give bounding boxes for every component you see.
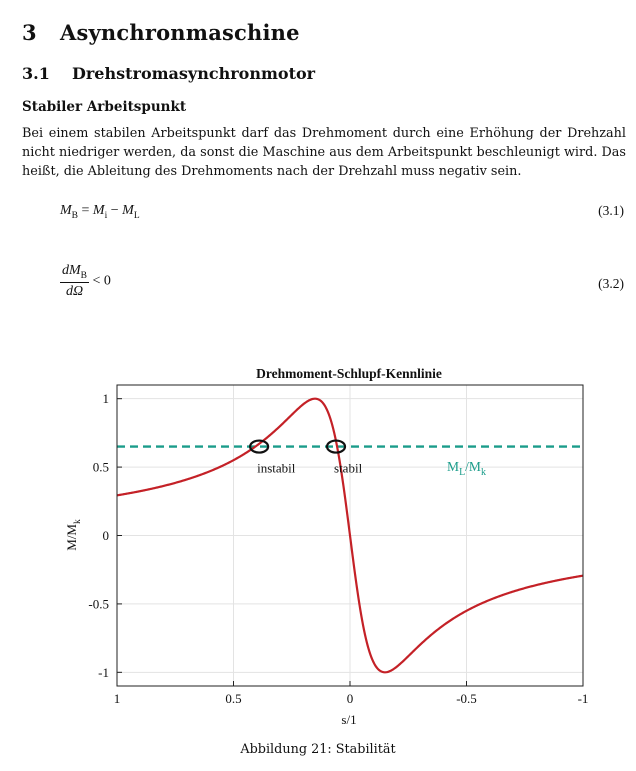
y-axis-label	[64, 519, 83, 551]
equation-number-3-2: (3.2)	[598, 276, 624, 291]
eq1-term2-sub: L	[133, 210, 140, 221]
section-number: 3	[22, 20, 37, 45]
y-axis-label-sub: k	[73, 519, 83, 525]
eq1-term1: M	[92, 203, 105, 218]
y-tick-label: 0.5	[92, 459, 109, 475]
y-tick-label: -1	[98, 664, 109, 680]
eq2-numerator	[60, 263, 89, 283]
paragraph-heading: Stabiler Arbeitspunkt	[22, 99, 187, 115]
eq1-term2: M	[122, 203, 134, 218]
eq1-lhs-sub: B	[71, 210, 79, 221]
load-label-mk: /M	[465, 459, 481, 475]
x-axis-label: s/1	[341, 712, 357, 727]
x-tick-label: 0.5	[225, 691, 242, 706]
eq1-minus: −	[110, 203, 119, 218]
operating-point-label: stabil	[334, 460, 363, 476]
operating-point-label: instabil	[257, 460, 296, 476]
eq2-num-sub: B	[80, 270, 88, 281]
body-paragraph: Bei einem stabilen Arbeitspunkt darf das Drehmoment durch eine Erhöhung der Drehzahl nicht niedriger werden, da sonst die Maschine aus dem Arbeitspunkt beschleunigt wird. Das heißt, die Ableitung des Drehmoments nach der Drehzahl muss negativ sein.	[22, 126, 626, 179]
y-tick-label: 0	[102, 528, 109, 543]
eq2-denominator	[60, 283, 89, 300]
x-tick-label: 0	[346, 691, 354, 706]
load-label-sub-l: L	[459, 467, 466, 479]
chart-title: Drehmoment-Schlupf-Kennlinie	[256, 366, 442, 381]
equation-3-1	[60, 203, 140, 221]
section-title: Asynchronmaschine	[60, 20, 300, 45]
y-axis-label-main: M/M	[64, 524, 79, 551]
equation-number-3-1: (3.1)	[598, 203, 624, 218]
x-tick-label: -1	[577, 691, 589, 706]
torque-slip-chart	[0, 355, 636, 740]
section-heading	[22, 20, 300, 45]
figure-caption: Abbildung 21: Stabilität	[240, 742, 396, 757]
y-tick-label: -0.5	[88, 596, 109, 612]
eq2-den-text: dΩ	[65, 283, 84, 299]
eq2-fraction	[60, 263, 89, 300]
eq1-lhs: M	[60, 203, 72, 218]
subsection-number: 3.1	[22, 64, 50, 83]
eq2-num-text: dM	[62, 263, 81, 278]
x-tick-label: -0.5	[456, 691, 477, 706]
x-tick-label: 1	[113, 691, 121, 706]
eq2-relation: < 0	[92, 273, 111, 289]
subsection-heading	[22, 64, 315, 83]
load-label-sub-k: k	[480, 467, 486, 479]
eq1-term1-sub: i	[104, 210, 108, 221]
y-tick-label: 1	[102, 391, 109, 407]
load-label-m: M	[447, 459, 460, 475]
equation-3-2	[60, 263, 111, 300]
subsection-title: Drehstromasynchronmotor	[72, 64, 316, 83]
eq1-equals: =	[81, 203, 90, 218]
